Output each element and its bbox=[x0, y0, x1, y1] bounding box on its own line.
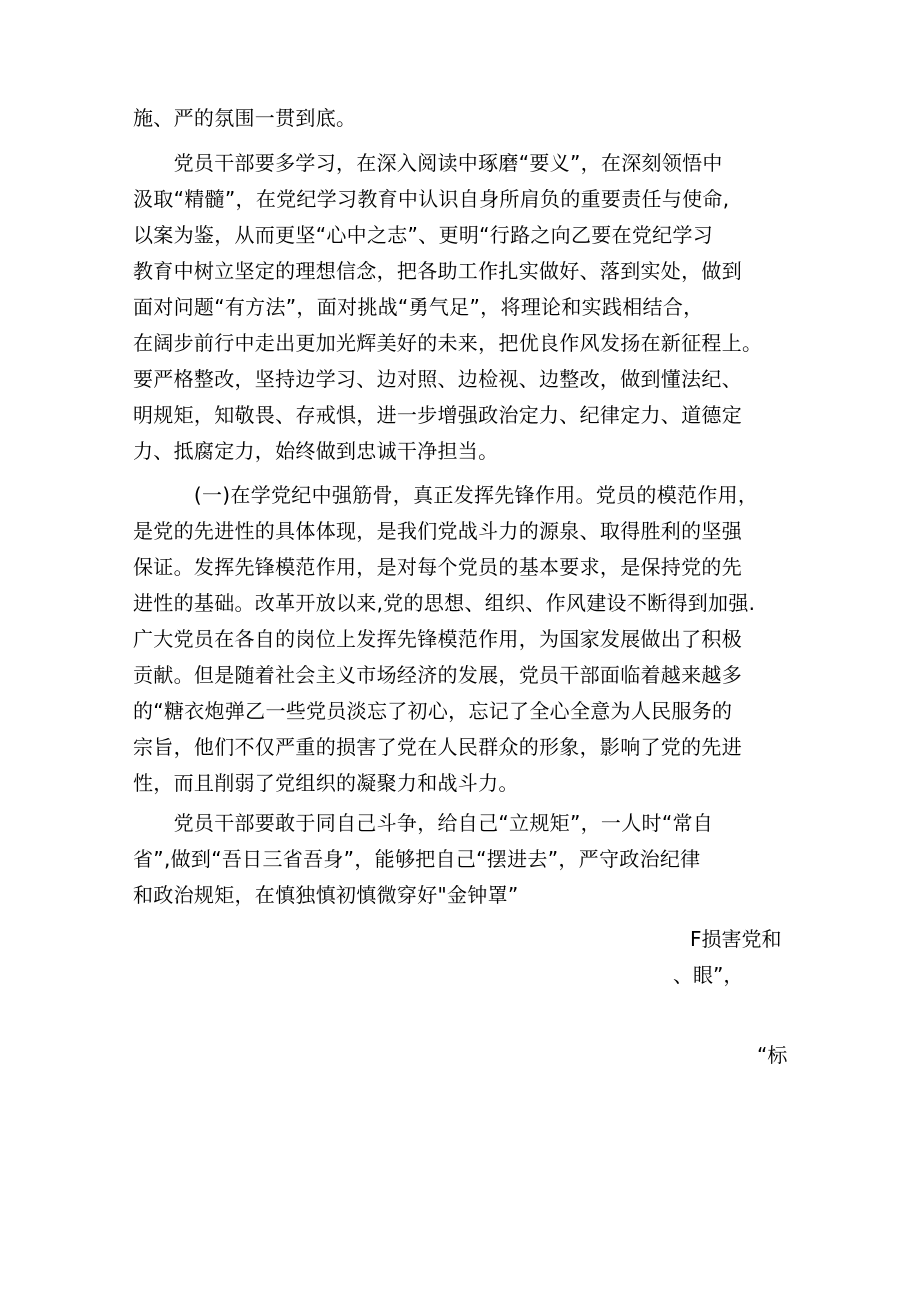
text-line: 省”,做到“吾日三省吾身”，能够把自己“摆进去”，严守政治纪律 bbox=[133, 847, 701, 871]
text-line: 党员干部要多学习，在深入阅读中琢磨“要义”，在深刻领悟中 bbox=[133, 151, 723, 175]
text-line: 和政治规矩，在慎独慎初慎微穿好"金钟罩” bbox=[133, 883, 519, 907]
text-line: 宗旨，他们不仅严重的损害了党在人民群众的形象，影响了党的先进 bbox=[133, 735, 742, 759]
text-line: 面对问题“有方法”，面对挑战“勇气足”，将理论和实践相结合， bbox=[133, 295, 704, 319]
text-line: 广大党员在各自的岗位上发挥先锋模范作用，为国家发展做出了积极 bbox=[133, 627, 742, 651]
text-line: 力、抵腐定力，始终做到忠诚干净担当。 bbox=[133, 439, 499, 463]
text-line: 是党的先进性的具体体现，是我们党战斗力的源泉、取得胜利的坚强 bbox=[133, 519, 742, 543]
text-fragment: F损害党和 bbox=[690, 927, 782, 951]
text-line: 进性的基础。改革开放以来,党的思想、组织、作风建设不断得到加强. bbox=[133, 591, 756, 615]
text-line: 的“糖衣炮弹乙一些党员淡忘了初心，忘记了全心全意为人民服务的 bbox=[133, 699, 733, 723]
text-line: 贡献。但是随着社会主义市场经济的发展，党员干部面临着越来越多 bbox=[133, 663, 742, 687]
text-line: 明规矩，知敬畏、存戒惧，进一步增强政治定力、纪律定力、道德定 bbox=[133, 403, 742, 427]
text-line: 在阔步前行中走出更加光辉美好的未来，把优良作风发扬在新征程上。 bbox=[133, 331, 763, 355]
text-line: 施、严的氛围一贯到底。 bbox=[133, 106, 357, 130]
text-line: 要严格整改，坚持边学习、边对照、边检视、边整改，做到懂法纪、 bbox=[133, 367, 742, 391]
text-line: 汲取“精髓”，在党纪学习教育中认识自身所肩负的重要责任与使命, bbox=[133, 187, 730, 211]
text-line: 教育中树立坚定的理想信念，把各助工作扎实做好、落到实处，做到 bbox=[133, 259, 742, 283]
text-line: 性，而且削弱了党组织的凝聚力和战斗力。 bbox=[133, 771, 519, 795]
text-fragment: “标 bbox=[757, 1043, 788, 1067]
text-line: 以案为鉴，从而更坚“心中之志”、更明“行路之向乙要在党纪学习 bbox=[133, 223, 714, 247]
text-line: 保证。发挥先锋模范作用，是对每个党员的基本要求，是保持党的先 bbox=[133, 555, 742, 579]
text-line: 党员干部要敢于同自己斗争，给自己“立规矩”，一人时“常自 bbox=[133, 811, 714, 835]
text-fragment: 、眼”， bbox=[673, 963, 744, 987]
text-line: (一)在学党纪中强筋骨，真正发挥先锋作用。党员的模范作用， bbox=[133, 483, 759, 507]
